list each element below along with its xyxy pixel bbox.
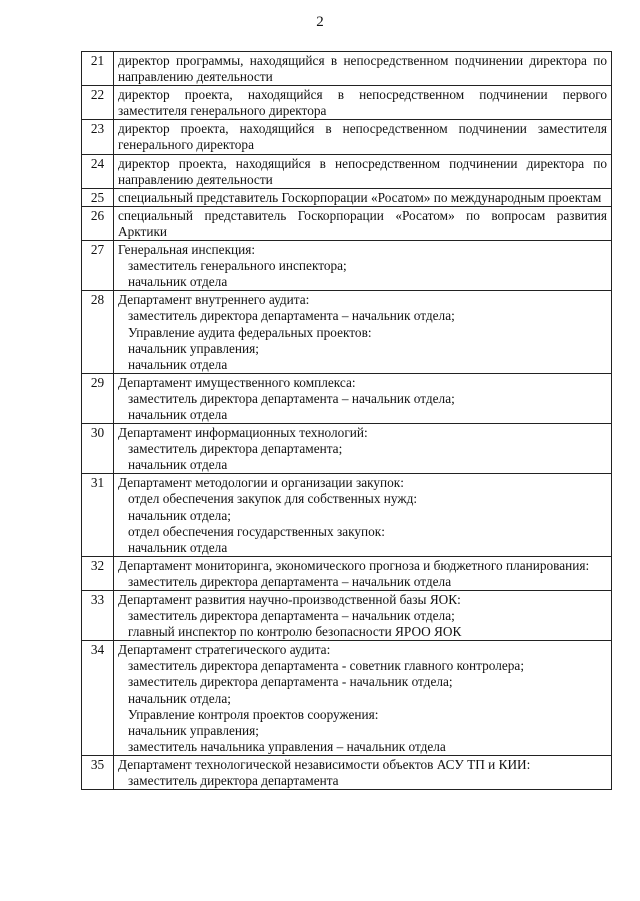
table-row: [82, 755, 612, 789]
row-number: 33: [82, 591, 114, 641]
row-subitem-text: начальник отдела: [128, 539, 228, 555]
row-number: 31: [82, 474, 114, 556]
row-subitem-text: начальник управления;: [128, 340, 259, 356]
row-subitem-text: заместитель директора департамента – начальник отдела;: [128, 308, 455, 324]
row-number: 28: [82, 291, 114, 373]
table-row: [82, 556, 612, 590]
row-heading-text: Департамент имущественного комплекса:: [118, 374, 356, 390]
table-row: [82, 424, 612, 474]
row-subitem-text: начальник отдела: [128, 406, 228, 422]
page-number: 2: [316, 14, 324, 30]
row-description: [114, 641, 612, 756]
table-row: [82, 206, 612, 240]
row-number: 26: [82, 206, 114, 240]
row-description: [114, 291, 612, 373]
table-row: [82, 591, 612, 641]
row-subitem-text: заместитель директора департамента – начальник отдела;: [128, 608, 455, 624]
row-number: 32: [82, 556, 114, 590]
row-description: [114, 556, 612, 590]
table-row: [82, 373, 612, 423]
positions-table-body: [82, 52, 612, 790]
row-heading-text: специальный представитель Госкорпорации «Росатом» по международным проектам: [118, 189, 602, 205]
row-number: 25: [82, 188, 114, 206]
positions-table: [81, 51, 612, 790]
row-number: 34: [82, 641, 114, 756]
row-heading-text: Департамент развития научно-производственной базы ЯОК:: [118, 592, 461, 607]
table-row: [82, 120, 612, 154]
row-description: [114, 86, 612, 120]
row-heading-text: Департамент стратегического аудита:: [118, 642, 331, 658]
table-row: [82, 241, 612, 291]
row-subitem-text: Управление контроля проектов сооружения:: [128, 706, 379, 722]
row-subitem-text: главный инспектор по контролю безопасности ЯРОО ЯОК: [128, 624, 462, 640]
row-heading-text: Генеральная инспекция:: [118, 242, 256, 258]
row-description: [114, 591, 612, 641]
row-heading-text: директор проекта, находящийся в непосредственном подчинении заместителя генерального директора: [118, 121, 607, 153]
row-heading-text: Департамент мониторинга, экономического прогноза и бюджетного планирования:: [118, 557, 590, 573]
row-heading-text: Департамент информационных технологий:: [118, 425, 368, 441]
row-heading-text: Департамент внутреннего аудита:: [118, 292, 310, 308]
row-description: [114, 373, 612, 423]
row-number: 23: [82, 120, 114, 154]
table-row: [82, 291, 612, 373]
row-subitem-text: заместитель начальника управления – начальник отдела: [128, 738, 446, 754]
row-subitem-text: заместитель директора департамента - начальник отдела;: [128, 674, 453, 690]
row-description: [114, 474, 612, 556]
row-number: 35: [82, 755, 114, 789]
row-number: 27: [82, 241, 114, 291]
table-row: [82, 86, 612, 120]
row-number: 21: [82, 52, 114, 86]
row-heading-text: директор проекта, находящийся в непосредственном подчинении директора по направлению деятельности: [118, 155, 607, 187]
row-heading-text: директор программы, находящийся в непосредственном подчинении директора по направлению деятельности: [118, 53, 607, 85]
row-description: [114, 120, 612, 154]
row-number: 30: [82, 424, 114, 474]
table-row: [82, 641, 612, 756]
row-description: [114, 154, 612, 188]
row-subitem-text: заместитель директора департамента – начальник отдела;: [128, 390, 455, 406]
row-heading-text: специальный представитель Госкорпорации «Росатом» по вопросам развития Арктики: [118, 207, 607, 239]
row-heading-text: директор проекта, находящийся в непосредственном подчинении первого заместителя генерального директора: [118, 87, 607, 119]
table-row: [82, 154, 612, 188]
row-description: [114, 424, 612, 474]
row-subitem-text: начальник отдела: [128, 356, 228, 372]
table-row: [82, 188, 612, 206]
row-description: [114, 188, 612, 206]
row-subitem-text: заместитель директора департамента - советник главного контролера;: [128, 658, 525, 674]
row-heading-text: Департамент технологической независимости объектов АСУ ТП и КИИ:: [118, 756, 531, 772]
row-subitem-text: заместитель директора департамента: [128, 773, 339, 789]
row-number: 22: [82, 86, 114, 120]
row-subitem-text: начальник отдела;: [128, 690, 231, 706]
row-subitem-text: Управление аудита федеральных проектов:: [128, 324, 372, 340]
row-subitem-text: начальник отдела: [128, 274, 228, 290]
row-number: 24: [82, 154, 114, 188]
row-description: [114, 206, 612, 240]
table-row: [82, 474, 612, 556]
row-description: [114, 52, 612, 86]
row-description: [114, 755, 612, 789]
row-subitem-text: заместитель директора департамента – начальник отдела: [128, 573, 452, 589]
row-description: [114, 241, 612, 291]
row-subitem-text: начальник отдела;: [128, 507, 231, 523]
row-subitem-text: начальник отдела: [128, 457, 228, 473]
row-number: 29: [82, 373, 114, 423]
row-heading-text: Департамент методологии и организации закупок:: [118, 475, 404, 491]
row-subitem-text: заместитель директора департамента;: [128, 441, 343, 457]
row-subitem-text: начальник управления;: [128, 722, 259, 738]
row-subitem-text: заместитель генерального инспектора;: [128, 258, 347, 274]
table-row: [82, 52, 612, 86]
row-subitem-text: отдел обеспечения закупок для собственных нужд:: [128, 491, 418, 507]
row-subitem-text: отдел обеспечения государственных закупок:: [128, 523, 385, 539]
